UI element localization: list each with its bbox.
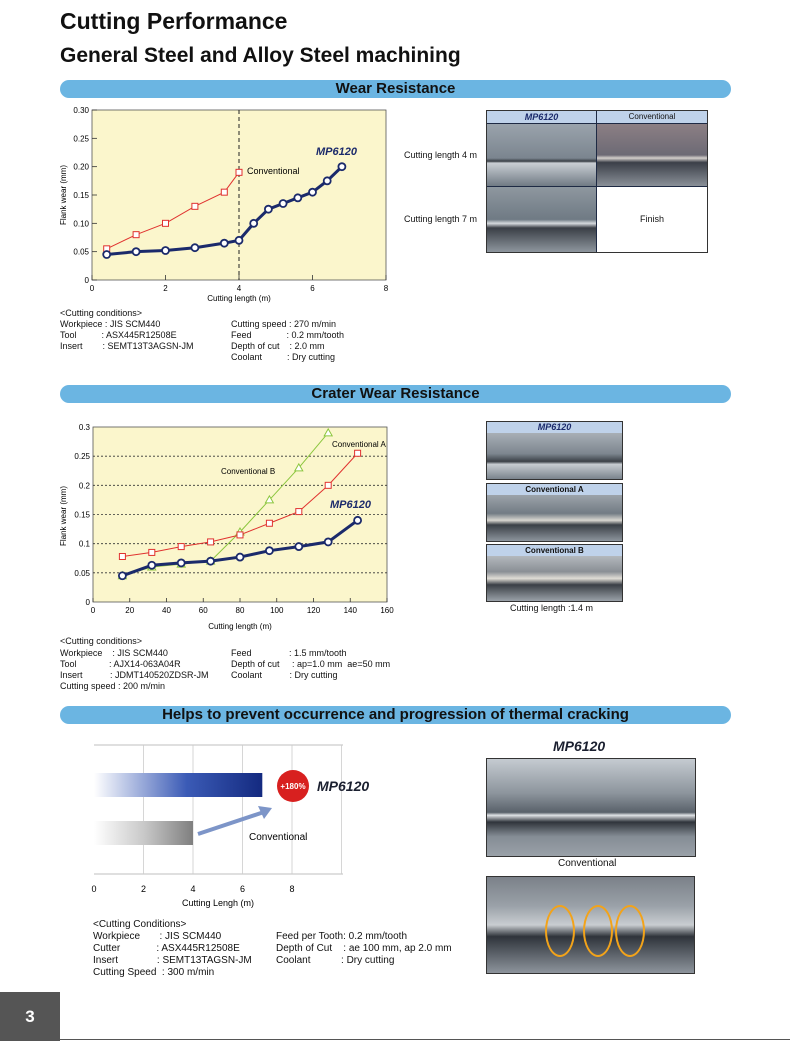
page-title: Cutting Performance: [60, 8, 288, 34]
condition-line: Cutting Speed : 300 m/min: [93, 967, 215, 978]
mp6120-point: [237, 554, 244, 561]
y-tick-label: 0.15: [73, 191, 89, 200]
conventional-point: [133, 232, 139, 238]
crack-highlight-ring: [545, 905, 575, 957]
y-tick-label: 0.20: [73, 162, 89, 172]
photo-mp6120-4m: [487, 124, 596, 186]
row-label-4m: Cutting length 4 m: [404, 150, 478, 160]
condition-line: Cutting speed : 270 m/min: [231, 319, 337, 329]
conventional-a-point: [296, 509, 302, 515]
wear-photo-grid: [486, 110, 708, 253]
condition-line: Feed : 0.2 mm/tooth: [231, 330, 345, 340]
x-tick-label: 120: [306, 606, 321, 615]
x-tick-label: 160: [380, 606, 394, 615]
series-label-conventional: Conventional: [247, 166, 300, 176]
condition-line: Coolant : Dry cutting: [231, 670, 338, 680]
conventional-point: [236, 169, 242, 175]
thermal-xlabel: Cutting Lengh (m): [181, 898, 255, 908]
y-tick-label: 0.05: [73, 247, 89, 257]
condition-line: Depth of cut : ap=1.0 mm ae=50 mm: [231, 659, 391, 669]
wear-conditions-right: [231, 319, 344, 363]
mp6120-point: [325, 538, 332, 545]
x-tick-label: 100: [270, 606, 284, 615]
conventional-a-point: [178, 544, 184, 550]
mp6120-point: [221, 240, 228, 247]
y-tick-label: 0.2: [78, 481, 90, 491]
condition-line: Workpiece : JIS SCM440: [60, 648, 168, 658]
y-tick-label: 0.3: [78, 423, 90, 432]
condition-line: Insert : JDMT140520ZDSR-JM: [60, 670, 209, 680]
condition-line: Workpiece : JIS SCM440: [93, 931, 222, 942]
photo-finish: Finish: [597, 187, 707, 252]
photo-header-mp6120: MP6120: [487, 111, 596, 123]
mp6120-point: [354, 517, 361, 524]
mp6120-point: [148, 562, 155, 569]
y-tick-label: 0: [84, 276, 89, 285]
section-band-wear: Wear Resistance: [60, 80, 731, 98]
condition-line: Insert : SEMT13TAGSN-JM: [93, 955, 252, 966]
x-tick-label: 8: [383, 284, 389, 293]
conventional-point: [221, 189, 227, 195]
x-tick-label: 20: [125, 606, 135, 615]
mp6120-point: [103, 251, 110, 258]
crater-xlabel: Cutting length (m): [208, 622, 272, 631]
photo-header-conventional: Conventional: [597, 111, 707, 123]
x-tick-label: 0: [91, 884, 97, 894]
conventional-a-point: [119, 554, 125, 560]
crater-conditions-title: <Cutting conditions>: [60, 636, 143, 646]
crater-ylabel: Flank wear (mm): [59, 485, 68, 547]
mp6120-point: [265, 206, 272, 213]
photo-header: Conventional B: [487, 545, 622, 556]
page-subtitle: General Steel and Alloy Steel machining: [60, 44, 461, 67]
thermal-conditions-left: [93, 931, 252, 979]
mp6120-point: [133, 248, 140, 255]
condition-line: Tool : ASX445R12508E: [60, 330, 177, 340]
page-number: 3: [0, 992, 60, 1041]
mp6120-point: [338, 163, 345, 170]
bar-mp6120: [94, 773, 262, 797]
row-label-7m: Cutting length 7 m: [404, 214, 478, 224]
footer-rule: [60, 1039, 790, 1040]
y-tick-label: 0: [85, 598, 90, 607]
mp6120-point: [162, 247, 169, 254]
wear-xlabel: Cutting length (m): [207, 294, 271, 303]
mp6120-point: [236, 237, 243, 244]
mp6120-point: [309, 189, 316, 196]
improvement-arrow: [198, 812, 264, 834]
conventional-a-point: [266, 520, 272, 526]
crater-photo-caption: Cutting length :1.4 m: [510, 603, 594, 613]
mp6120-point: [250, 220, 257, 227]
conventional-point: [192, 203, 198, 209]
mp6120-point: [295, 543, 302, 550]
y-tick-label: 0.25: [74, 452, 90, 462]
photo-header: Conventional A: [487, 484, 622, 495]
series-label-mp6120: MP6120: [330, 499, 371, 511]
x-tick-label: 4: [236, 284, 242, 293]
condition-line: Cutter : ASX445R12508E: [93, 943, 240, 954]
photo-conventional-4m: [597, 124, 707, 186]
crater-photo-conventional-b: [486, 544, 623, 602]
condition-line: Coolant : Dry cutting: [231, 352, 336, 362]
bar-conventional: [94, 821, 193, 845]
crater-photo-conventional-a: [486, 483, 623, 542]
x-tick-label: 0: [89, 284, 95, 293]
wear-conditions-title: <Cutting conditions>: [60, 308, 143, 318]
photo-image: [487, 556, 622, 601]
condition-line: Insert : SEMT13T3AGSN-JM: [60, 341, 194, 351]
x-tick-label: 6: [310, 284, 315, 293]
thermal-chart: [88, 740, 408, 910]
mp6120-point: [266, 547, 273, 554]
crater-photo-mp6120: [486, 421, 623, 480]
y-tick-label: 0.1: [78, 539, 90, 549]
x-tick-label: 8: [289, 884, 295, 894]
series-label-conventional-b: Conventional B: [221, 467, 276, 476]
photo-image: [487, 495, 622, 541]
crater-conditions-right: [231, 648, 390, 681]
condition-line: Cutting speed : 200 m/min: [60, 681, 166, 691]
series-label-mp6120: MP6120: [316, 146, 357, 158]
condition-line: Depth of cut : 2.0 mm: [231, 341, 325, 351]
x-tick-label: 0: [90, 606, 96, 615]
y-tick-label: 0.10: [73, 219, 89, 229]
condition-line: Tool : AJX14-063A04R: [60, 659, 181, 669]
series-label-conventional-a: Conventional A: [332, 440, 386, 449]
badge-text: +180%: [280, 782, 306, 791]
x-tick-label: 4: [190, 884, 196, 894]
y-tick-label: 0.15: [74, 510, 90, 520]
conventional-a-point: [237, 532, 243, 538]
x-tick-label: 2: [163, 284, 168, 293]
crack-highlight-ring: [615, 905, 645, 957]
thermal-conditions-right: [276, 931, 452, 967]
wear-ylabel: Flank wear (mm): [59, 164, 68, 226]
section-band-crater: Crater Wear Resistance: [60, 385, 731, 403]
thermal-conditions-title: <Cutting Conditions>: [93, 919, 187, 930]
conventional-a-point: [325, 482, 331, 488]
thermal-photo-label-mp6120: MP6120: [553, 738, 606, 754]
x-tick-label: 140: [343, 606, 357, 615]
bar-label-conventional: Conventional: [249, 832, 308, 843]
mp6120-point: [178, 559, 185, 566]
y-tick-label: 0.05: [74, 568, 90, 578]
thermal-photo-conventional: [486, 876, 695, 974]
wear-conditions-left: [60, 319, 194, 352]
condition-line: Feed per Tooth: 0.2 mm/tooth: [276, 931, 408, 942]
x-tick-label: 60: [198, 606, 208, 615]
photo-mp6120-7m: [487, 187, 596, 252]
mp6120-point: [207, 558, 214, 565]
crater-conditions-left: [60, 648, 209, 692]
crack-highlight-ring: [583, 905, 613, 957]
conventional-a-point: [149, 549, 155, 555]
x-tick-label: 2: [140, 884, 147, 894]
wear-chart: [56, 104, 406, 308]
y-tick-label: 0.25: [73, 134, 89, 144]
conventional-a-point: [208, 539, 214, 545]
mp6120-point: [119, 572, 126, 579]
x-tick-label: 80: [235, 606, 245, 615]
mp6120-point: [280, 200, 287, 207]
x-tick-label: 6: [239, 884, 246, 894]
photo-header: MP6120: [487, 422, 622, 433]
condition-line: Workpiece : JIS SCM440: [60, 319, 161, 329]
condition-line: Feed : 1.5 mm/tooth: [231, 648, 347, 658]
conventional-point: [163, 220, 169, 226]
mp6120-point: [324, 177, 331, 184]
conventional-a-point: [355, 450, 361, 456]
section-band-thermal: Helps to prevent occurrence and progression of thermal cracking: [60, 706, 731, 724]
thermal-photo-mp6120: [486, 758, 696, 857]
crater-chart: [56, 420, 396, 634]
x-tick-label: 40: [162, 606, 171, 615]
y-tick-label: 0.30: [73, 106, 89, 115]
bar-label-mp6120: MP6120: [317, 778, 370, 794]
condition-line: Coolant : Dry cutting: [276, 955, 395, 966]
mp6120-point: [294, 194, 301, 201]
thermal-photo-label-conventional: Conventional: [558, 858, 617, 869]
mp6120-point: [191, 244, 198, 251]
photo-image: [487, 433, 622, 479]
condition-line: Depth of Cut : ae 100 mm, ap 2.0 mm: [276, 943, 452, 954]
